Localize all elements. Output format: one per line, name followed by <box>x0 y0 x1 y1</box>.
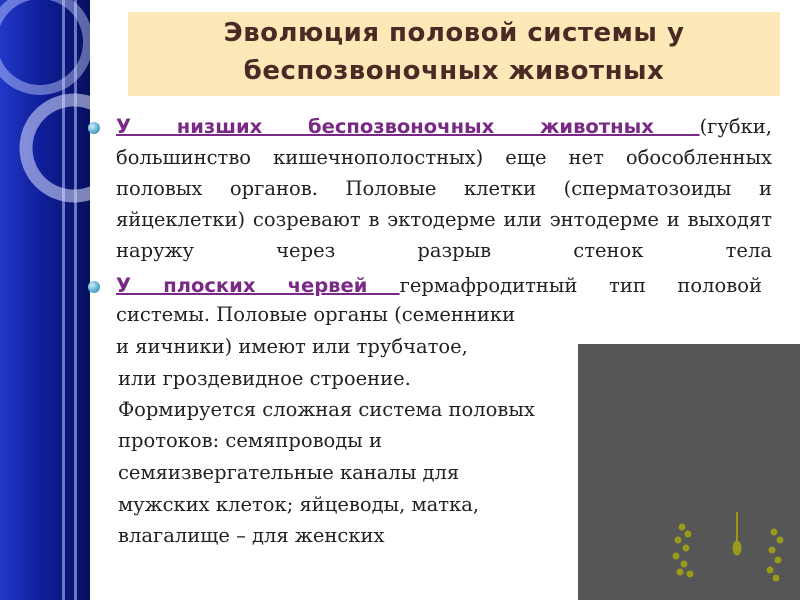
sidebar-circles <box>0 0 90 600</box>
paragraph1-line4: яйцеклетки) созревают в эктодерме или энтодерме и <box>116 208 680 231</box>
paragraph1-line1: (губки, <box>699 115 772 138</box>
paragraph-lower-invertebrates <box>116 111 772 266</box>
title-line-2: беспозвоночных животных <box>243 56 665 86</box>
flatworm-diagram-icon <box>578 344 800 600</box>
highlight-flatworms: У плоских червей <box>116 274 400 297</box>
sidebar-decoration <box>0 0 90 600</box>
paragraph2-line5: Формируется сложная система половых <box>118 398 535 421</box>
paragraph2-line4: или гроздевидное строение. <box>118 367 411 390</box>
paragraph2-line7: семяизвергательные каналы для <box>118 461 460 484</box>
flatworm-image <box>578 344 800 600</box>
bullet-icon <box>88 122 100 134</box>
paragraph1-line2: большинство кишечнополостных) еще нет обособленных <box>116 146 772 169</box>
paragraph2-line2: системы. Половые органы (семенники <box>116 303 516 326</box>
page-title <box>128 14 780 90</box>
paragraph-flatworms-first-line <box>116 270 762 301</box>
highlight-lower-invertebrates: У низших беспозвоночных животных <box>116 115 700 138</box>
paragraph2-line8: мужских клеток; яйцеводы, матка, <box>118 493 480 516</box>
paragraph2-line6: протоков: семяпроводы и <box>118 429 383 452</box>
bullet-icon <box>88 281 100 293</box>
title-line-1: Эволюция половой системы у <box>223 18 685 48</box>
paragraph2-line9: влагалище – для женских <box>118 524 385 547</box>
paragraph1-line3: половых органов. Половые клетки (сперматозоиды и <box>116 177 772 200</box>
paragraph2-line3: и яичники) имеют или трубчатое, <box>116 335 468 358</box>
paragraph2-line1: гермафродитный тип половой <box>399 274 762 297</box>
paragraph1-line5: выходят наружу через разрыв стенок тела <box>116 208 772 262</box>
